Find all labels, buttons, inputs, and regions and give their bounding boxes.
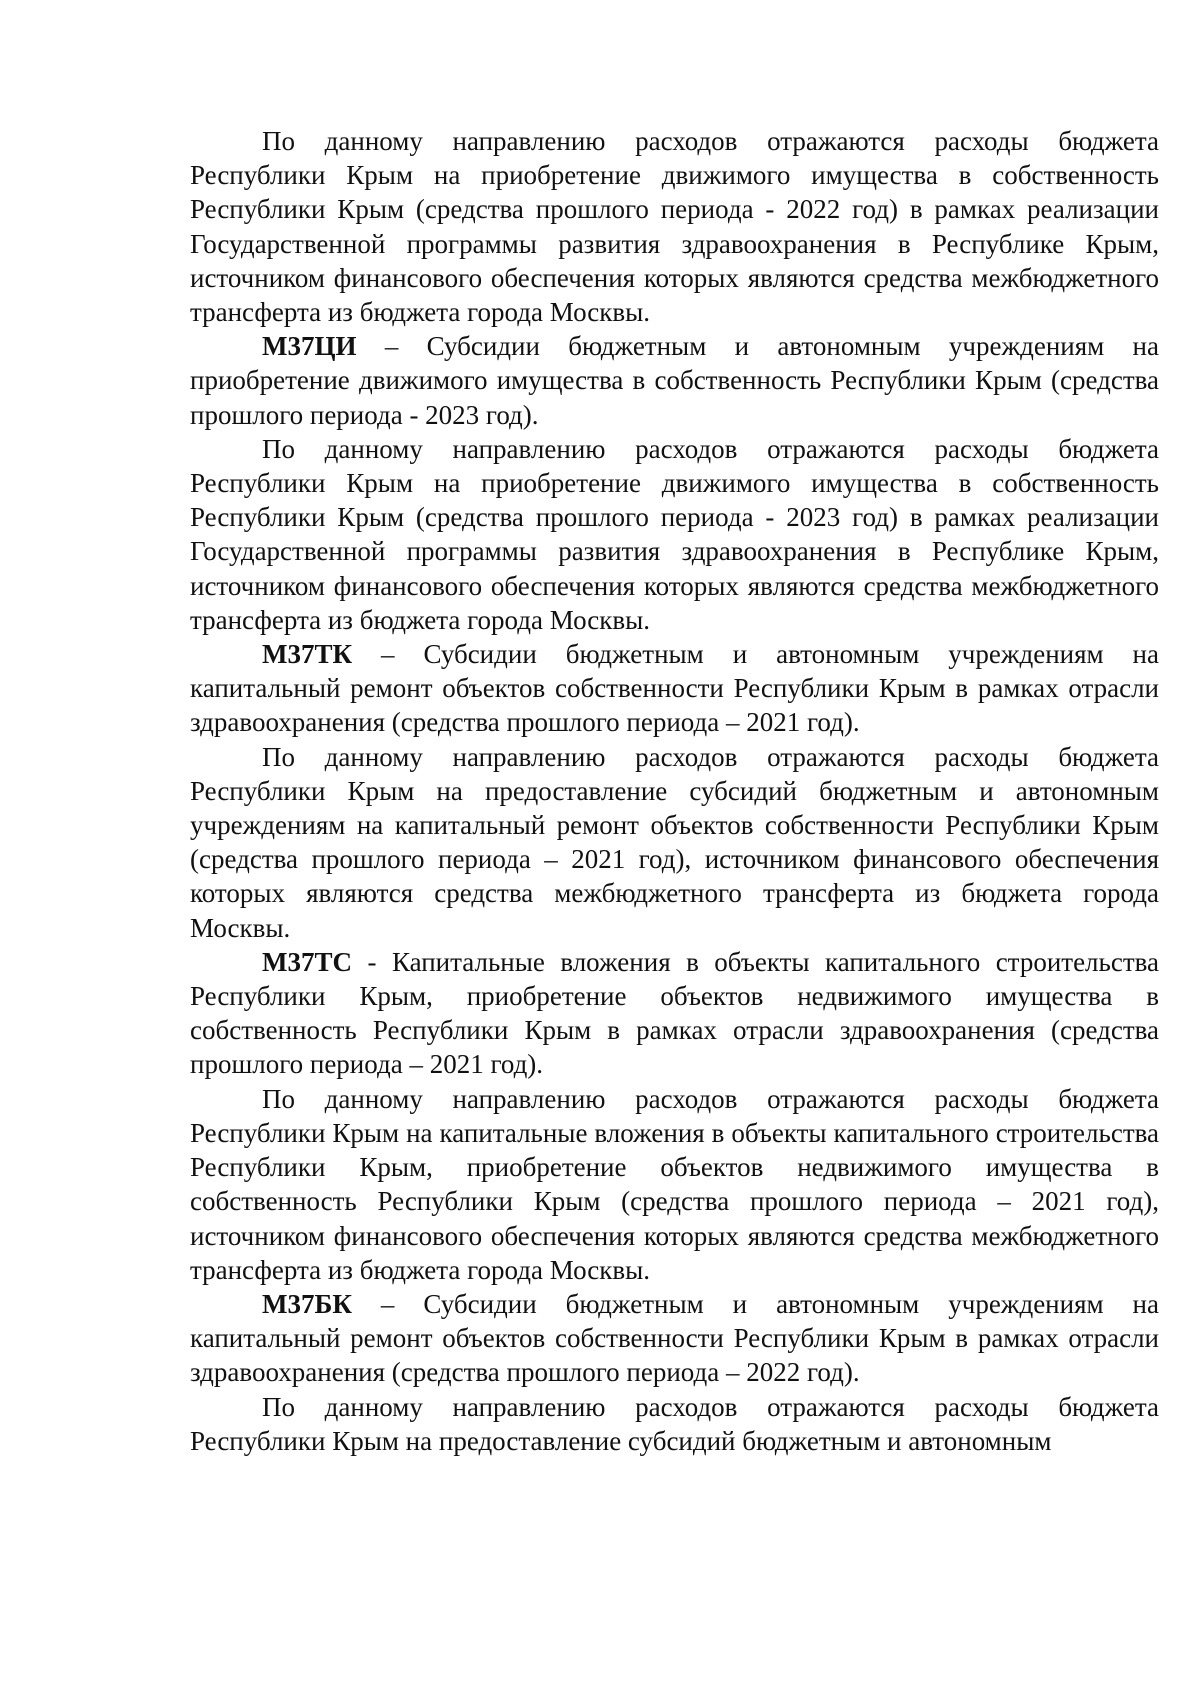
paragraph-m37bk-description <box>190 1390 1159 1458</box>
paragraph-text: – Субсидии бюджетным и автономным учреждениям на приобретение движимого имущества в собственность Республики Крым (средства прошлого периода - 2023 год). <box>190 331 1159 430</box>
paragraph-m37tk-definition <box>190 637 1159 740</box>
expense-code-m37tk: М37ТК <box>262 639 353 670</box>
paragraph-text: - Капитальные вложения в объекты капитального строительства Республики Крым, приобретение объектов недвижимого имущества в собственность Республики Крым в рамках отрасли здравоохранения (средства прошлого периода – 2021 год). <box>190 946 1159 1080</box>
paragraph-m37ts-description <box>190 1082 1159 1287</box>
paragraph-text: По данному направлению расходов отражаются расходы бюджета Республики Крым на предоставление субсидий бюджетным и автономным учреждениям на капитальный ремонт объектов собственности Республики Крым (средства прошлого периода – 2021 год), источником финансового обеспечения которых являются средства межбюджетного трансферта из бюджета города Москвы. <box>190 741 1159 943</box>
expense-code-m37bk: М37БК <box>262 1288 352 1319</box>
paragraph-text: По данному направлению расходов отражаются расходы бюджета Республики Крым на приобретение движимого имущества в собственность Республики Крым (средства прошлого периода - 2022 год) в рамках реализации Государственной программы развития здравоохранения в Республике Крым, источником финансового обеспечения которых являются средства межбюджетного трансферта из бюджета города Москвы. <box>190 126 1159 328</box>
paragraph-text: По данному направлению расходов отражаются расходы бюджета Республики Крым на предоставление субсидий бюджетным и автономным <box>190 1391 1159 1456</box>
paragraph-text: По данному направлению расходов отражаются расходы бюджета Республики Крым на капитальные вложения в объекты капитального строительства Республики Крым, приобретение объектов недвижимого имущества в собственность Республики Крым (средства прошлого периода – 2021 год), источником финансового обеспечения которых являются средства межбюджетного трансферта из бюджета города Москвы. <box>190 1083 1159 1285</box>
expense-code-m37ts: М37ТС <box>262 946 352 977</box>
paragraph-m37bk-definition <box>190 1287 1159 1390</box>
paragraph-m37ci-definition <box>190 329 1159 432</box>
paragraph-text: – Субсидии бюджетным и автономным учреждениям на капитальный ремонт объектов собственности Республики Крым в рамках отрасли здравоохранения (средства прошлого периода – 2021 год). <box>190 639 1159 738</box>
paragraph-text: По данному направлению расходов отражаются расходы бюджета Республики Крым на приобретение движимого имущества в собственность Республики Крым (средства прошлого периода - 2023 год) в рамках реализации Государственной программы развития здравоохранения в Республике Крым, источником финансового обеспечения которых являются средства межбюджетного трансферта из бюджета города Москвы. <box>190 433 1159 635</box>
paragraph-m37ci-description <box>190 432 1159 637</box>
paragraph-m37tk-description <box>190 740 1159 945</box>
expense-code-m37ci: М37ЦИ <box>262 331 357 362</box>
paragraph-m37ts-definition <box>190 945 1159 1082</box>
document-body <box>190 124 1159 1458</box>
paragraph-m37ci-intro-description <box>190 124 1159 329</box>
paragraph-text: – Субсидии бюджетным и автономным учреждениям на капитальный ремонт объектов собственности Республики Крым в рамках отрасли здравоохранения (средства прошлого периода – 2022 год). <box>190 1288 1159 1388</box>
